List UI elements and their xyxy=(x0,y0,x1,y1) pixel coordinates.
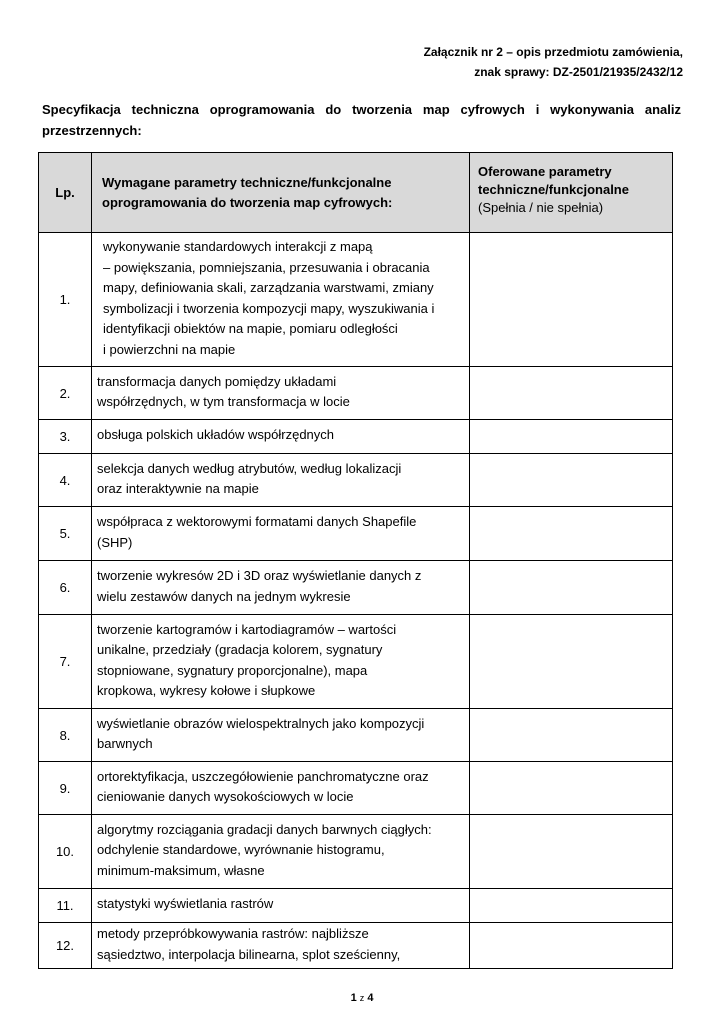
requirement-line: obsługa polskich układów współrzędnych xyxy=(97,427,335,443)
row-requirement xyxy=(92,762,470,815)
row-requirement xyxy=(92,709,470,762)
table-row xyxy=(39,420,673,454)
row-number: 4. xyxy=(39,454,92,507)
requirement-line: unikalne, przedziały (gradacja kolorem, sygnatury xyxy=(97,642,383,657)
header-required-line1: Wymagane parametry techniczne/funkcjonalne xyxy=(102,174,392,190)
table-row xyxy=(39,561,673,615)
row-requirement xyxy=(92,615,470,709)
row-requirement xyxy=(92,454,470,507)
row-number: 8. xyxy=(39,709,92,762)
row-number: 11. xyxy=(39,889,92,923)
row-number: 2. xyxy=(39,367,92,420)
table-row xyxy=(39,889,673,923)
row-offered-value[interactable] xyxy=(470,615,673,709)
annex-label: Załącznik nr 2 – opis przedmiotu zamówienia, xyxy=(423,45,683,59)
row-number: 12. xyxy=(39,923,92,969)
row-requirement xyxy=(92,507,470,561)
requirement-line: – powiększania, pomniejszania, przesuwania i obracania xyxy=(103,259,430,275)
requirement-line: stopniowane, sygnatury proporcjonalne), mapa xyxy=(97,662,368,678)
row-number: 10. xyxy=(39,815,92,889)
row-requirement xyxy=(92,815,470,889)
requirement-line: wielu zestawów danych na jednym wykresie xyxy=(97,588,351,604)
requirement-line: (SHP) xyxy=(97,534,133,550)
requirement-line: identyfikacji obiektów na mapie, pomiaru odległości xyxy=(103,321,398,336)
row-offered-value[interactable] xyxy=(470,233,673,367)
table-row xyxy=(39,454,673,507)
specification-table xyxy=(38,152,673,969)
row-number: 7. xyxy=(39,615,92,709)
page-total: 4 xyxy=(367,992,374,1004)
requirement-line: symbolizacji i tworzenia kompozycji mapy, wyszukiwania i xyxy=(103,300,435,316)
requirement-line: mapy, definiowania skali, zarządzania warstwami, zmiany xyxy=(103,280,434,295)
case-reference: znak sprawy: DZ-2501/21935/2432/12 xyxy=(474,65,683,79)
requirement-line: minimum-maksimum, własne xyxy=(97,862,265,878)
row-requirement xyxy=(92,233,470,367)
header-required-params xyxy=(92,153,470,233)
requirement-line: wyświetlanie obrazów wielospektralnych jako kompozycji xyxy=(97,715,425,731)
row-offered-value[interactable] xyxy=(470,367,673,420)
row-requirement xyxy=(92,889,470,923)
requirement-line: współpraca z wektorowymi formatami danych Shapefile xyxy=(97,514,417,529)
row-number: 3. xyxy=(39,420,92,454)
header-offered-note: (Spełnia / nie spełnia) xyxy=(478,200,604,215)
requirement-line: oraz interaktywnie na mapie xyxy=(97,481,259,496)
requirement-line: współrzędnych, w tym transformacja w locie xyxy=(97,394,350,409)
row-number: 1. xyxy=(39,233,92,367)
requirement-line: cieniowanie danych wysokościowych w locie xyxy=(97,789,354,804)
row-number: 9. xyxy=(39,762,92,815)
requirement-line: tworzenie kartogramów i kartodiagramów – wartości xyxy=(97,621,397,637)
requirement-line: barwnych xyxy=(97,736,153,751)
document-title: Specyfikacja techniczna oprogramowania do tworzenia map cyfrowych i wykonywania analiz przestrzennych: xyxy=(42,102,681,138)
row-requirement xyxy=(92,561,470,615)
row-offered-value[interactable] xyxy=(470,454,673,507)
row-offered-value[interactable] xyxy=(470,507,673,561)
row-offered-value[interactable] xyxy=(470,762,673,815)
row-offered-value[interactable] xyxy=(470,815,673,889)
row-offered-value[interactable] xyxy=(470,889,673,923)
table-row xyxy=(39,709,673,762)
table-row xyxy=(39,815,673,889)
requirement-line: sąsiedztwo, interpolacja bilinearna, splot sześcienny, xyxy=(97,946,401,962)
document-header xyxy=(424,42,683,82)
row-requirement xyxy=(92,367,470,420)
page-number xyxy=(0,992,724,1004)
requirement-line: tworzenie wykresów 2D i 3D oraz wyświetlanie danych z xyxy=(97,568,422,583)
table-row xyxy=(39,367,673,420)
header-offered-params xyxy=(470,153,673,233)
page-of: z xyxy=(359,993,365,1003)
header-offered-line2: techniczne/funkcjonalne xyxy=(478,182,629,197)
requirement-line: metody przepróbkowywania rastrów: najbliższe xyxy=(97,926,369,941)
table-header-row xyxy=(39,153,673,233)
page-current: 1 xyxy=(350,992,357,1004)
header-offered-line1: Oferowane parametry xyxy=(478,164,612,179)
requirement-line: statystyki wyświetlania rastrów xyxy=(97,896,274,912)
table-row xyxy=(39,923,673,969)
requirement-line: odchylenie standardowe, wyrównanie histogramu, xyxy=(97,842,385,858)
row-number: 5. xyxy=(39,507,92,561)
requirement-line: transformacja danych pomiędzy układami xyxy=(97,373,337,389)
table-row xyxy=(39,615,673,709)
requirement-line: kropkowa, wykresy kołowe i słupkowe xyxy=(97,683,316,698)
row-offered-value[interactable] xyxy=(470,923,673,969)
requirement-line: algorytmy rozciągania gradacji danych barwnych ciągłych: xyxy=(97,821,432,837)
row-number: 6. xyxy=(39,561,92,615)
row-requirement xyxy=(92,420,470,454)
row-offered-value[interactable] xyxy=(470,420,673,454)
header-required-line2: oprogramowania do tworzenia map cyfrowych: xyxy=(102,194,393,210)
requirement-line: wykonywanie standardowych interakcji z mapą xyxy=(103,239,373,254)
row-offered-value[interactable] xyxy=(470,561,673,615)
table-row xyxy=(39,233,673,367)
requirement-line: i powierzchni na mapie xyxy=(103,341,236,357)
table-row xyxy=(39,507,673,561)
requirement-line: selekcja danych według atrybutów, według lokalizacji xyxy=(97,460,402,476)
requirement-line: ortorektyfikacja, uszczegółowienie panchromatyczne oraz xyxy=(97,768,429,784)
row-offered-value[interactable] xyxy=(470,709,673,762)
row-requirement xyxy=(92,923,470,969)
header-lp: Lp. xyxy=(39,153,92,233)
table-row xyxy=(39,762,673,815)
